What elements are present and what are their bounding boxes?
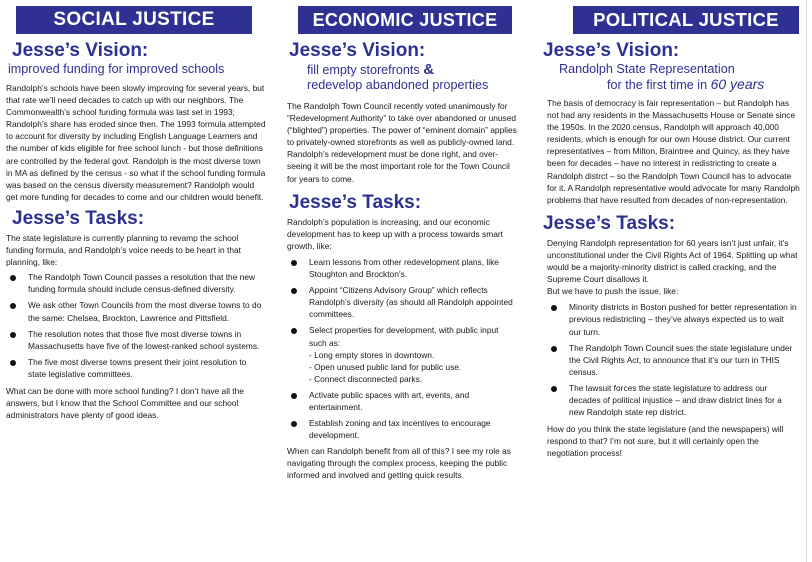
economic-vision-subtitle: fill empty storefronts &: [307, 61, 435, 78]
bullet-icon: [551, 305, 557, 311]
social-vision-subtitle: improved funding for improved schools: [8, 62, 225, 76]
list-item: The Randolph Town Council passes a resolution that the new funding formula should include census-defined diversity.: [6, 271, 262, 295]
bullet-icon: [291, 260, 297, 266]
political-tasks-intro: Denying Randolph representation for 60 years isn’t just unfair, it’s unconstitutional under the Civil Rights Act of 1964. Splitting up what would be a majority-minority district is called cracking, and the Supreme Court disallows it.: [547, 237, 798, 285]
economic-vision-text: The Randolph Town Council recently voted unanimously for “Redevelopment Authority” to take over abandoned or unused (“blighted”) properties. The power of “eminent domain” applies to privately-owned storefronts as well as publicly-owned land. Randolph’s redevelopment must be done right, and over-seeing it will be the most important role for the Town Council for years to come.: [287, 101, 517, 184]
political-vision-subtitle-2: for the first time in 60 years: [607, 76, 765, 92]
economic-subitems: [287, 349, 521, 385]
bullet-icon: [291, 421, 297, 427]
list-item: The lawsuit forces the state legislature to address our decades of political injustice – and draw district lines for a new Randolph state rep district.: [547, 382, 797, 418]
list-item: Establish zoning and tax incentives to encourage development.: [287, 417, 517, 441]
list-item: Learn lessons from other redevelopment plans, like Stoughton and Brockton’s.: [287, 256, 517, 280]
bullet-icon: [291, 288, 297, 294]
economic-justice-banner: ECONOMIC JUSTICE: [298, 6, 512, 34]
bullet-icon: [10, 360, 16, 366]
social-tasks-intro: The state legislature is currently planning to revamp the school funding formula, and Randolph’s voice needs to be heart in that planning, like:: [6, 232, 241, 268]
economic-tasks-intro: Randolph’s population is increasing, and our economic development has to keep up with a process towards smart growth, like:: [287, 216, 503, 251]
sub-item: - Open unused public land for public use.: [309, 361, 462, 372]
bullet-icon: [551, 346, 557, 352]
bullet-icon: [10, 275, 16, 281]
sub-item: - Connect disconnected parks.: [309, 373, 423, 384]
economic-vision-subtitle-2: redevelop abandoned properties: [307, 78, 489, 92]
page-edge-divider: [806, 0, 807, 562]
list-item: The five most diverse towns present their joint resolution to state legislative committees.: [6, 356, 262, 380]
political-justice-banner: POLITICAL JUSTICE: [573, 6, 799, 34]
social-justice-banner: SOCIAL JUSTICE: [16, 6, 252, 34]
social-tasks-list: [6, 271, 262, 380]
bullet-icon: [10, 303, 16, 309]
list-item: Activate public spaces with art, events, and entertainment.: [287, 389, 517, 413]
political-vision-heading: Jesse’s Vision:: [543, 40, 680, 61]
social-closing-text: What can be done with more school funding? I don’t have all the answers, but I know that the School Committee and our school administrators have plenty of good ideas.: [6, 385, 244, 421]
political-tasks-list: [547, 301, 797, 418]
economic-closing-text: When can Randolph benefit from all of this? I see my role as navigating through the complex process, keeping the public informed and involved and getting quick results.: [287, 446, 511, 481]
list-item: Select properties for development, with public input such as:: [287, 324, 517, 348]
ampersand: &: [423, 61, 435, 78]
political-vision-subtitle: Randolph State Representation: [559, 62, 735, 76]
list-item: The resolution notes that those five most diverse towns in Massachusetts have five of the lowest-ranked school systems.: [6, 328, 262, 352]
list-item: Minority districts in Boston pushed for better representation in previous redistricting – they’ve always expected us to wait our turn.: [547, 301, 797, 337]
economic-tasks-list: [287, 256, 517, 349]
list-item: The Randolph Town Council sues the state legislature under the Civil Rights Act, to announce that it’s our turn in THIS census.: [547, 342, 797, 378]
bullet-icon: [10, 332, 16, 338]
political-justice-column: [539, 0, 801, 459]
social-vision-heading: Jesse’s Vision:: [12, 40, 149, 61]
political-tasks-intro-2: But we have to push the issue, like:: [547, 286, 679, 297]
list-item: We ask other Town Councils from the most diverse towns to do the same: Chelsea, Brockton, Lawrence and Pittsfield.: [6, 299, 262, 323]
political-vision-text: The basis of democracy is fair representation – but Randolph has not had any residents in the Massachusetts House or Senate since the 1950s. In the 2020 census, Randolph will approach 40,000 residents, which is enough for our own House district. Our current representatives – from Milton, Braintree and Quincy, as they have been for decades – have no interest in redistricting to create a Randolph distrct – so the Randolph Town Council has to advocate for it. A Randolph representative would advocate for many Randolph problems that have resulted from decades of non-representation.: [547, 98, 800, 205]
political-closing-text: How do you think the state legislature (and the newspapers) will respond to that? I’m not sure, but it will certainly open the negotiation process!: [547, 424, 784, 459]
social-tasks-heading: Jesse’s Tasks:: [12, 207, 145, 229]
bullet-icon: [291, 393, 297, 399]
bullet-icon: [551, 386, 557, 392]
economic-tasks-list-2: [287, 389, 517, 441]
sub-item: - Long empty stores in downtown.: [309, 349, 435, 360]
economic-tasks-heading: Jesse’s Tasks:: [289, 191, 422, 213]
social-vision-text: Randolph’s schools have been slowly improving for several years, but that rate we’ll need decades to catch up with our neighbors. The Commonwealth’s school funding formula was last set in 1993; Randolph’s share has eroded since then. The 1993 formula attempted to account for diversity by including English Language Learners and the number of kids eligible for free school lunch - but those definitions are controlled by the federal govt. Randolph is the most diverse town in MA as defined by the census - so what if the school funding formula was based on the census diversity measurement? Randolph would get more funding for decades to come and our children would benefit.: [6, 83, 266, 202]
list-item: Appoint “Citizens Advisory Group” which reflects Randolph’s diversity (as should all Randolph appointed committees.: [287, 284, 517, 320]
sixty-years: 60 years: [710, 76, 765, 92]
bullet-icon: [291, 328, 297, 334]
social-justice-column: [0, 0, 268, 421]
economic-justice-column: [279, 0, 521, 482]
political-tasks-heading: Jesse’s Tasks:: [543, 212, 676, 234]
economic-vision-heading: Jesse’s Vision:: [289, 40, 426, 61]
